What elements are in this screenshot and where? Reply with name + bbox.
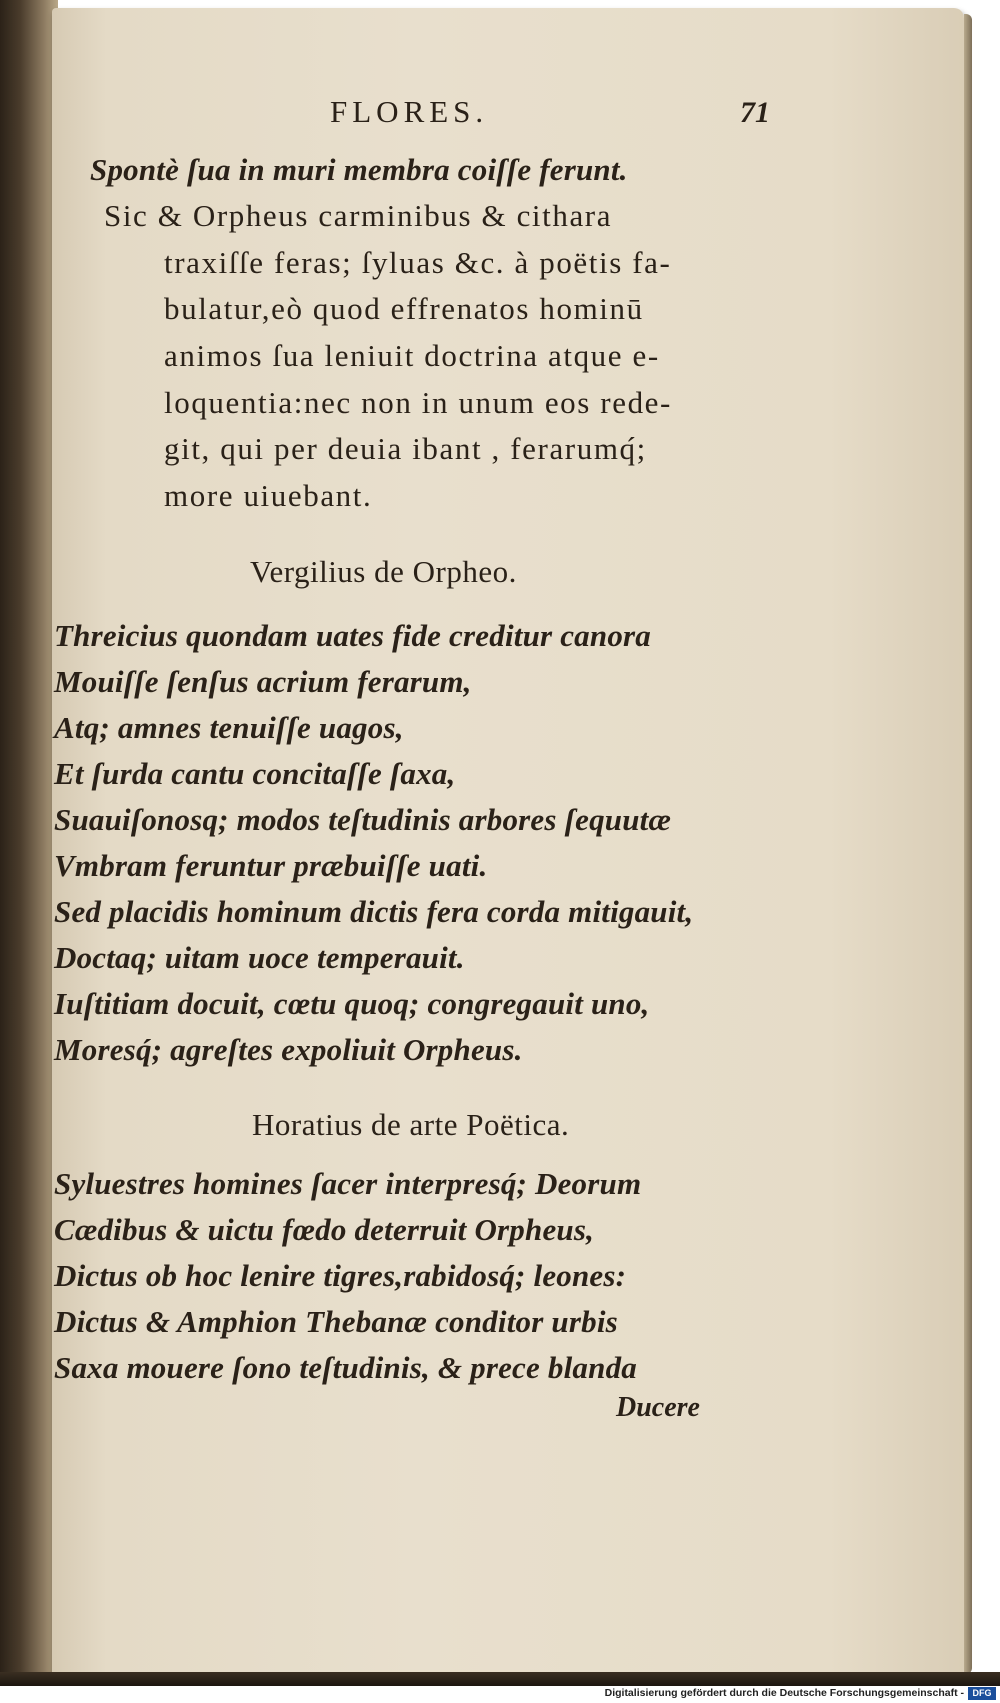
- book-spine-shadow: [0, 0, 58, 1680]
- verse-line: Iuſtitiam docuit, cœtu quoq; congregauit uno,: [54, 986, 650, 1021]
- verse-line: Suauiſonosq; modos teſtudinis arbores ſequutæ: [54, 802, 672, 837]
- prose-line: loquentia:nec non in unum eos rede-: [164, 385, 672, 420]
- first-verse-line: Spontè ſua in muri membra coiſſe ferunt.: [90, 152, 628, 187]
- verse-line: Mouiſſe ſenſus acrium ferarum,: [54, 664, 472, 699]
- section-heading: Vergilius de Orpheo.: [250, 554, 517, 589]
- prose-line: bulatur,eò quod effrenatos hominū: [164, 291, 644, 326]
- dfg-logo: DFG: [968, 1687, 996, 1700]
- verse-line: Atq; amnes tenuiſſe uagos,: [54, 710, 404, 745]
- verse-line: Doctaq; uitam uoce temperauit.: [54, 940, 465, 975]
- verse-line: Sed placidis hominum dictis fera corda mitigauit,: [54, 894, 694, 929]
- prose-line: traxiſſe feras; ſyluas &c. à poëtis fa-: [164, 245, 672, 280]
- prose-line: more uiuebant.: [164, 478, 373, 513]
- catchword: Ducere: [616, 1392, 700, 1423]
- verse-line: Dictus ob hoc lenire tigres,rabidosq́; leones:: [54, 1258, 627, 1293]
- page-edge: [964, 14, 972, 1674]
- prose-line: Sic & Orpheus carminibus & cithara: [104, 198, 613, 233]
- verse-line: Moresq́; agreſtes expoliuit Orpheus.: [54, 1032, 523, 1067]
- verse-line: Saxa mouere ſono teſtudinis, & prece blanda: [54, 1350, 637, 1385]
- page-number: 71: [740, 96, 770, 129]
- section-heading: Horatius de arte Poëtica.: [252, 1107, 570, 1142]
- digitization-credit: Digitalisierung gefördert durch die Deutsche Forschungsgemeinschaft -: [604, 1687, 964, 1699]
- verse-line: Vmbram feruntur præbuiſſe uati.: [54, 848, 488, 883]
- verse-line: Cædibus & uictu fœdo deterruit Orpheus,: [54, 1212, 595, 1247]
- prose-line: git, qui per deuia ibant , ferarumq́;: [164, 431, 647, 466]
- verse-line: Et ſurda cantu concitaſſe ſaxa,: [54, 756, 456, 791]
- running-header: FLORES.: [330, 94, 489, 129]
- verse-line: Dictus & Amphion Thebanæ conditor urbis: [54, 1304, 618, 1339]
- verse-line: Threicius quondam uates fide creditur canora: [54, 618, 651, 653]
- verse-line: Syluestres homines ſacer interpresq́; Deorum: [54, 1166, 642, 1201]
- page-bottom-shadow: [0, 1672, 1000, 1686]
- prose-line: animos ſua leniuit doctrina atque e-: [164, 338, 660, 373]
